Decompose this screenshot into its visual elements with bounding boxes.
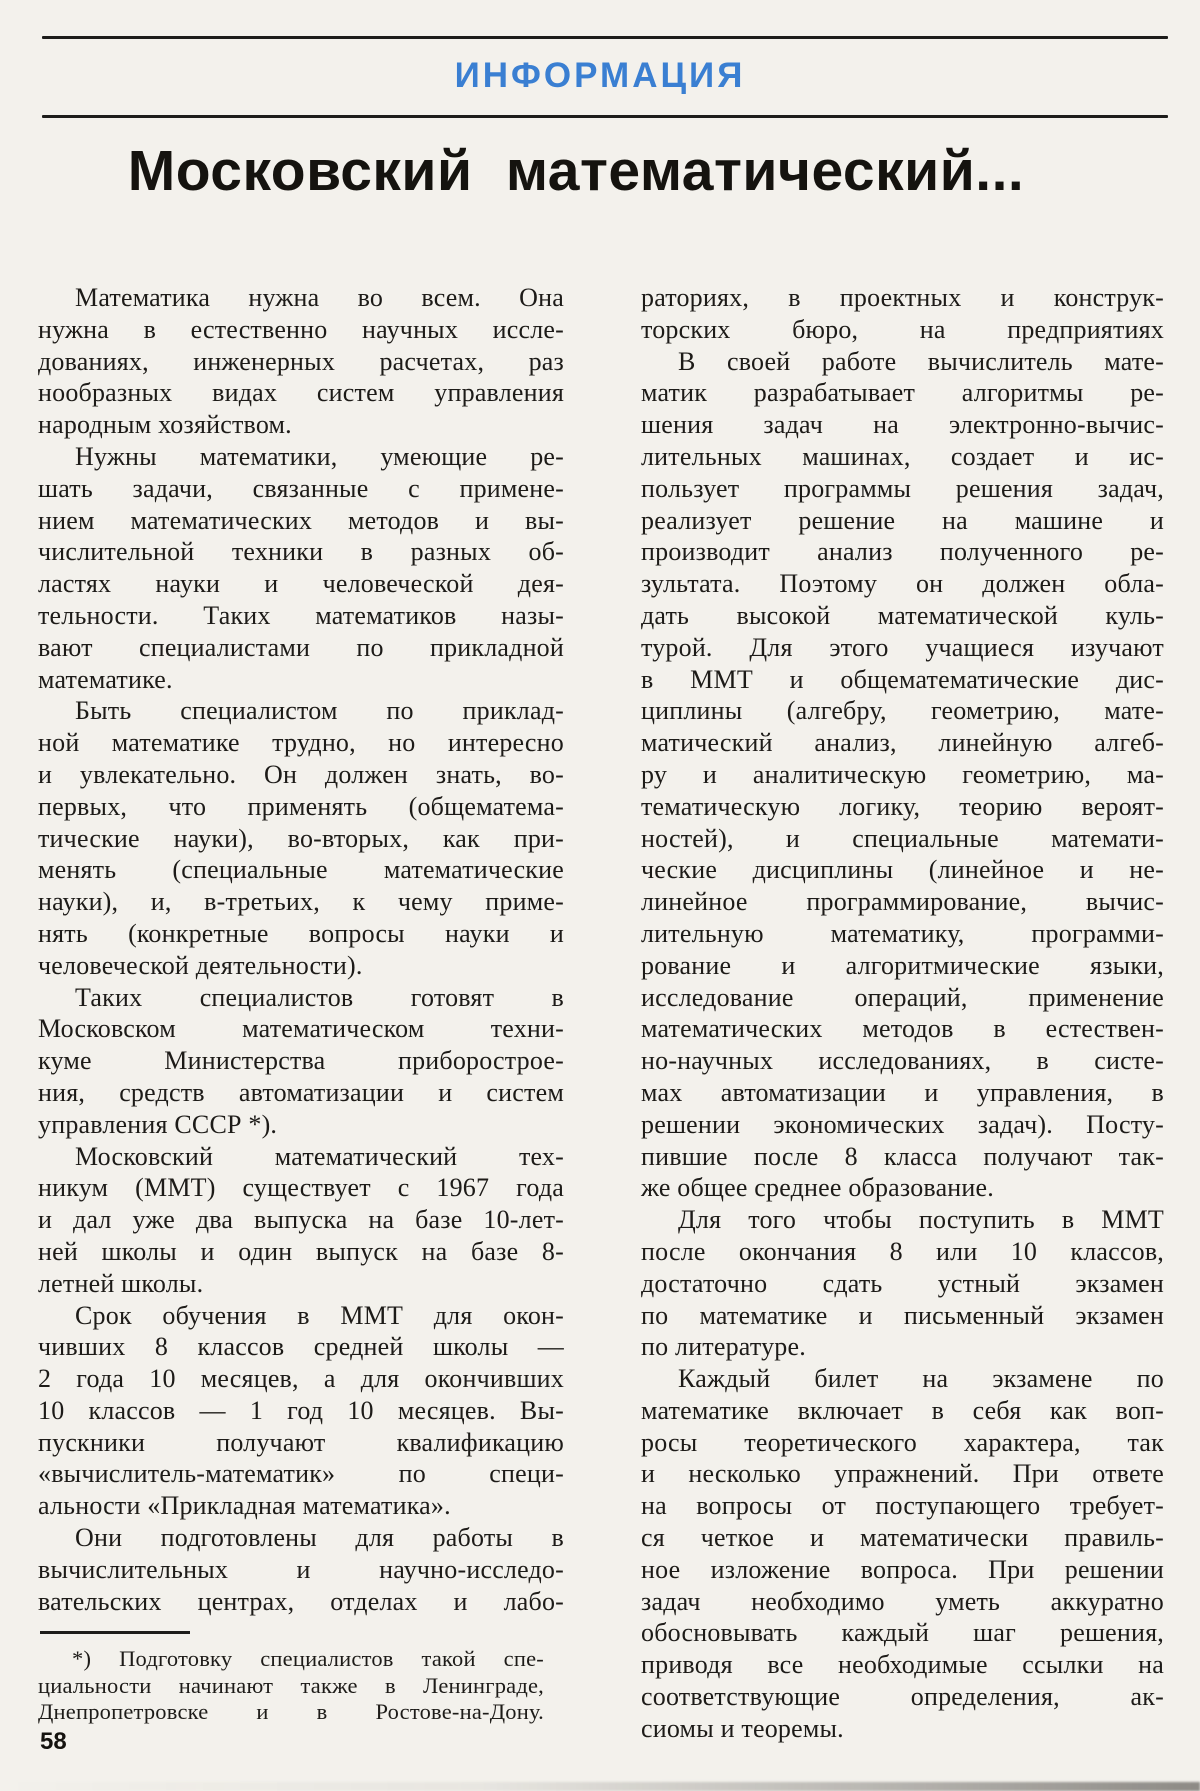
masthead-rule-top — [42, 36, 1168, 39]
text-line: турой. Для этого учащиеся изучают — [641, 632, 1164, 662]
text-line: Московском математическом техни- — [38, 1014, 564, 1044]
text-line: лительную математику, программи- — [641, 918, 1164, 948]
footnote-text — [38, 1646, 544, 1726]
text-line: производит анализ полученного ре- — [641, 537, 1164, 567]
text-line: *) Подготовку специалистов такой спе- — [72, 1646, 544, 1671]
text-line: народным хозяйством. — [38, 410, 292, 440]
text-line: тематическую логику, теорию вероят- — [641, 791, 1164, 821]
text-line: летней школы. — [38, 1268, 204, 1298]
text-line: же общее среднее образование. — [641, 1173, 994, 1203]
text-line: ся четкое и математически правиль- — [641, 1523, 1164, 1553]
text-line: «вычислитель-математик» по специ- — [38, 1459, 564, 1489]
text-line: мах автоматизации и управления, в — [641, 1077, 1164, 1107]
text-line: ней школы и один выпуск на базе 8- — [38, 1236, 564, 1266]
page-number: 58 — [40, 1728, 67, 1755]
text-line: циплины (алгебру, геометрию, мате- — [641, 696, 1164, 726]
text-line: шать задачи, связанные с примене- — [38, 473, 564, 503]
text-line: нужна в естественно научных иссле- — [38, 314, 564, 344]
text-line: тельности. Таких математиков назы- — [38, 600, 564, 630]
text-line: раториях, в проектных и конструк- — [641, 283, 1164, 312]
scan-edge-shadow — [0, 1782, 1200, 1791]
text-line: Нужны математики, умеющие ре- — [75, 441, 564, 471]
text-line: ностей), и специальные математи- — [641, 823, 1164, 853]
left-column — [38, 282, 564, 1617]
text-line: и дал уже два выпуска на базе 10-лет- — [38, 1205, 564, 1235]
text-line: нием математических методов и вы- — [38, 505, 564, 535]
text-line: матик разрабатывает алгоритмы ре- — [641, 378, 1164, 408]
text-line: реализует решение на машине и — [641, 505, 1164, 535]
text-line: Таких специалистов готовят в — [75, 982, 564, 1012]
text-line: и увлекательно. Он должен знать, во- — [38, 759, 564, 789]
text-line: дованиях, инженерных расчетах, раз — [38, 346, 564, 376]
text-line: решении экономических задач). Посту- — [641, 1109, 1164, 1139]
text-line: ной математике трудно, но интересно — [38, 728, 564, 758]
article-title: Московский математический... — [127, 139, 1025, 203]
text-line: рование и алгоритмические языки, — [641, 950, 1164, 980]
text-line: альности «Прикладная математика». — [38, 1491, 451, 1521]
text-line: вательских центрах, отделах и лабо- — [38, 1586, 564, 1616]
text-line: после окончания 8 или 10 классов, — [641, 1236, 1164, 1266]
text-line: дать высокой математической куль- — [641, 600, 1164, 630]
masthead-rule-bottom — [42, 115, 1168, 118]
text-line: вают специалистами по прикладной — [38, 632, 564, 662]
text-line: пускники получают квалификацию — [38, 1427, 564, 1457]
text-line: менять (специальные математические — [38, 855, 564, 885]
text-line: науки), и, в-третьих, к чему приме- — [38, 887, 564, 917]
text-line: обосновывать каждый шаг решения, — [641, 1618, 1164, 1648]
text-line: пользует программы решения задач, — [641, 473, 1164, 503]
text-line: управления СССР *). — [38, 1109, 278, 1139]
text-line: по математике и письменный экзамен — [641, 1300, 1164, 1330]
text-line: В своей работе вычислитель мате- — [678, 346, 1164, 376]
text-line: лительных машинах, создает и ис- — [641, 441, 1164, 471]
text-line: ластях науки и человеческой дея- — [38, 569, 564, 599]
text-line: нообразных видах систем управления — [38, 378, 564, 408]
text-line: пившие после 8 класса получают так- — [641, 1141, 1164, 1171]
text-line: линейное программирование, вычис- — [641, 887, 1164, 917]
text-line: исследование операций, применение — [641, 982, 1164, 1012]
text-line: шения задач на электронно-вычис- — [641, 410, 1164, 440]
text-line: человеческой деятельности). — [38, 950, 363, 980]
text-line: и несколько упражнений. При ответе — [641, 1459, 1164, 1489]
text-line: чивших 8 классов средней школы — — [38, 1332, 564, 1362]
text-line: по литературе. — [641, 1332, 806, 1362]
text-line: ру и аналитическую геометрию, ма- — [641, 759, 1164, 789]
right-column — [641, 282, 1164, 1745]
text-line: Московский математический тех- — [75, 1141, 564, 1171]
text-line: Каждый билет на экзамене по — [678, 1364, 1164, 1394]
section-label: ИНФОРМАЦИЯ — [454, 56, 746, 95]
text-line: 10 классов — 1 год 10 месяцев. Вы- — [38, 1395, 564, 1425]
text-line: никум (ММТ) существует с 1967 года — [38, 1173, 564, 1203]
text-line: росы теоретического характера, так — [641, 1427, 1164, 1457]
text-line: Для того чтобы поступить в ММТ — [678, 1205, 1164, 1235]
text-line: сиомы и теоремы. — [641, 1713, 844, 1743]
text-line: нять (конкретные вопросы науки и — [38, 918, 564, 948]
text-line: Они подготовлены для работы в — [75, 1523, 564, 1553]
text-line: Днепропетровске и в Ростове-на-Дону. — [38, 1699, 544, 1725]
text-line: куме Министерства приборострое- — [38, 1046, 564, 1076]
text-line: на вопросы от поступающего требует- — [641, 1491, 1164, 1521]
text-line: ния, средств автоматизации и систем — [38, 1077, 564, 1107]
text-line: Математика нужна во всем. Она — [75, 283, 564, 312]
text-line: математике включает в себя как воп- — [641, 1395, 1164, 1425]
text-line: ное изложение вопроса. При решении — [641, 1554, 1164, 1584]
text-line: приводя все необходимые ссылки на — [641, 1650, 1164, 1680]
footnote-rule — [40, 1631, 190, 1634]
text-line: Срок обучения в ММТ для окон- — [75, 1300, 564, 1330]
text-line: но-научных исследованиях, в систе- — [641, 1046, 1164, 1076]
text-line: циальности начинают также в Ленинграде, — [38, 1672, 544, 1698]
text-line: Быть специалистом по приклад- — [75, 696, 564, 726]
text-line: торских бюро, на предприятиях — [641, 314, 1164, 344]
text-line: математике. — [38, 664, 173, 694]
text-line: ческие дисциплины (линейное и не- — [641, 855, 1164, 885]
text-line: соответствующие определения, ак- — [641, 1682, 1164, 1712]
text-line: числительной техники в разных об- — [38, 537, 564, 567]
text-line: вычислительных и научно-исследо- — [38, 1554, 564, 1584]
text-line: математических методов в естествен- — [641, 1014, 1164, 1044]
text-line: матический анализ, линейную алгеб- — [641, 728, 1164, 758]
text-line: зультата. Поэтому он должен обла- — [641, 569, 1164, 599]
text-line: достаточно сдать устный экзамен — [641, 1268, 1164, 1298]
text-line: в ММТ и общематематические дис- — [641, 664, 1164, 694]
text-line: задач необходимо уметь аккуратно — [641, 1586, 1164, 1616]
text-line: первых, что применять (общематема- — [38, 791, 564, 821]
text-line: тические науки), во-вторых, как при- — [38, 823, 564, 853]
text-line: 2 года 10 месяцев, а для окончивших — [38, 1364, 564, 1394]
